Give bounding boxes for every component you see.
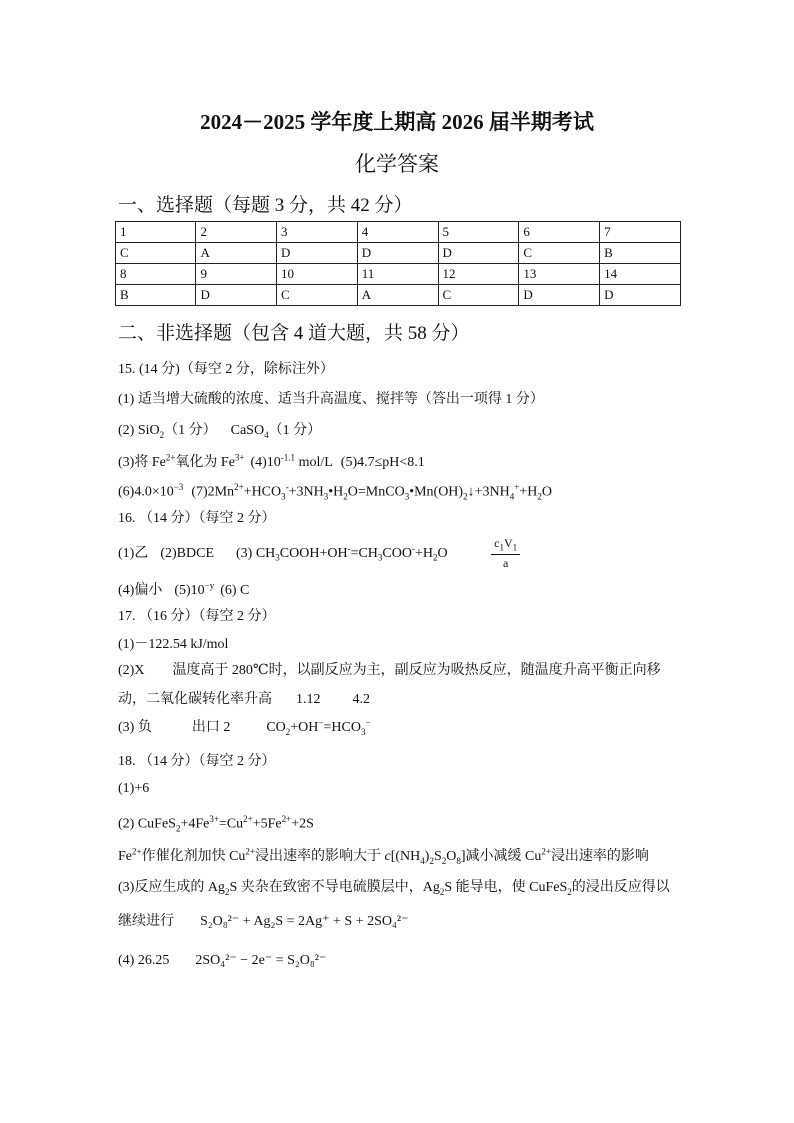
answer-table-cell: D [519,285,600,306]
answer-table-row [116,243,681,264]
q15-header: 15. (14 分)（每空 2 分，除标注外） [118,362,334,377]
answer-table-cell: D [196,285,277,306]
fraction-c1v1-over-a: $\frac{c_1V_1}{a}$ [491,536,520,571]
q15-part2: (2) SiO$_2$（1 分） CaSO$_4$（1 分） [118,423,322,440]
answer-table-cell: A [357,285,438,306]
q18-header: 18. （14 分）（每空 2 分） [118,754,276,769]
answer-table-cell: C [519,243,600,264]
answer-table-cell: D [600,285,681,306]
q18-part2: (2) $CuFeS_2+4Fe^{3+}=Cu^{2+}+5Fe^{2+}+2S$ [118,814,314,834]
answer-table-cell: 12 [438,264,519,285]
q17-part2-line1: (2)X 温度高于 280℃时，以副反应为主，副反应为吸热反应，随温度升高平衡正向移 [118,663,661,678]
answer-table-cell: B [116,285,196,306]
section-nonchoice-heading: 二、非选择题（包含 4 道大题，共 58 分） [118,323,470,344]
answer-table-cell: 6 [519,222,600,243]
page-title: 2024－2025 学年度上期高 2026 届半期考试 [200,110,594,134]
q18-part3-line2: 继续进行 S₂O₈²⁻ + Ag₂S = 2Ag⁺ + S + 2SO₄²⁻ [118,914,409,929]
answer-table-cell: 13 [519,264,600,285]
answer-table-cell: 1 [116,222,196,243]
answer-table-cell: 9 [196,264,277,285]
answer-table-cell: D [357,243,438,264]
answer-table-cell: 10 [276,264,357,285]
answer-table-cell: A [196,243,277,264]
answer-table-cell: 7 [600,222,681,243]
q17-part2-line2: 动，二氧化碳转化率升高 1.12 4.2 [118,692,370,707]
answer-table-cell: C [438,285,519,306]
answer-table-cell: D [276,243,357,264]
answer-table-cell: 2 [196,222,277,243]
answer-table-cell: 14 [600,264,681,285]
answer-table [115,221,681,306]
answer-table-cell: C [276,285,357,306]
answer-table-row [116,222,681,243]
q17-part3: (3) 负 出口 2 $CO_2+OH^-=HCO_3^-$ [118,717,371,737]
answer-table-cell: B [600,243,681,264]
answer-table-cell: 4 [357,222,438,243]
answer-table-cell: 3 [276,222,357,243]
answer-table-cell: C [116,243,196,264]
answer-table-cell: D [438,243,519,264]
q17-part1: (1)－122.54 kJ/mol [118,637,229,652]
equation-sulfate-oxidation: 2SO₄²⁻ − 2e⁻ = S₂O₈²⁻ [195,953,327,968]
q18-part3-line1: (3)反应生成的 $Ag_2S$ 夹杂在致密不导电硫膜层中，$Ag_2S$ 能导电，使 CuFeS$_2$的浸出反应得以 [118,880,670,897]
answer-table-cell: 5 [438,222,519,243]
q15-part1: (1) 适当增大硫酸的浓度、适当升高温度、搅拌等（答出一项得 1 分） [118,392,544,407]
q18-part2-explanation: $Fe^{2+}$作催化剂加快 $Cu^{2+}$浸出速率的影响大于 $c[(NH_4)_2S_2O_8]$减小减缓 $Cu^{2+}$浸出速率的影响 [118,846,649,866]
equation-persulfate-silver-sulfide: S₂O₈²⁻ + Ag₂S = 2Ag⁺ + S + 2SO₄²⁻ [200,914,409,929]
q18-part1: (1)+6 [118,781,150,796]
answer-table-row [116,285,681,306]
answer-table-cell: 11 [357,264,438,285]
q18-part4: (4) 26.25 2SO₄²⁻ − 2e⁻ = S₂O₈²⁻ [118,953,327,968]
answer-table-cell: 8 [116,264,196,285]
section-choice-heading: 一、选择题（每题 3 分，共 42 分） [118,195,413,216]
q15-part6-7: $(6)4.0\times 10^{-3}$ $(7)2Mn^{2+}+HCO_3^-+3NH_3•H_2O=MnCO_3•Mn(OH)_2↓+3NH_4^++H_2O$ [118,482,552,502]
q16-part1-3: (1)乙 (2)BDCE (3) $CH_3COOH+OH^-=CH_3COO^-+H_2O$ $\frac{c_1V_1}{a}$ [118,536,520,571]
q17-header: 17. （16 分）（每空 2 分） [118,609,276,624]
q16-part4-6: (4)偏小 $(5)10^{-y}$ (6) C [118,580,250,598]
q16-header: 16. （14 分）（每空 2 分） [118,511,276,526]
page-subtitle: 化学答案 [355,152,439,176]
q15-part3-5: (3)将 $Fe^{2+}$氧化为 $Fe^{3+}$ $(4)10^{-1.1}$ mol/L (5)4.7≤pH<8.1 [118,452,425,470]
answer-table-row [116,264,681,285]
